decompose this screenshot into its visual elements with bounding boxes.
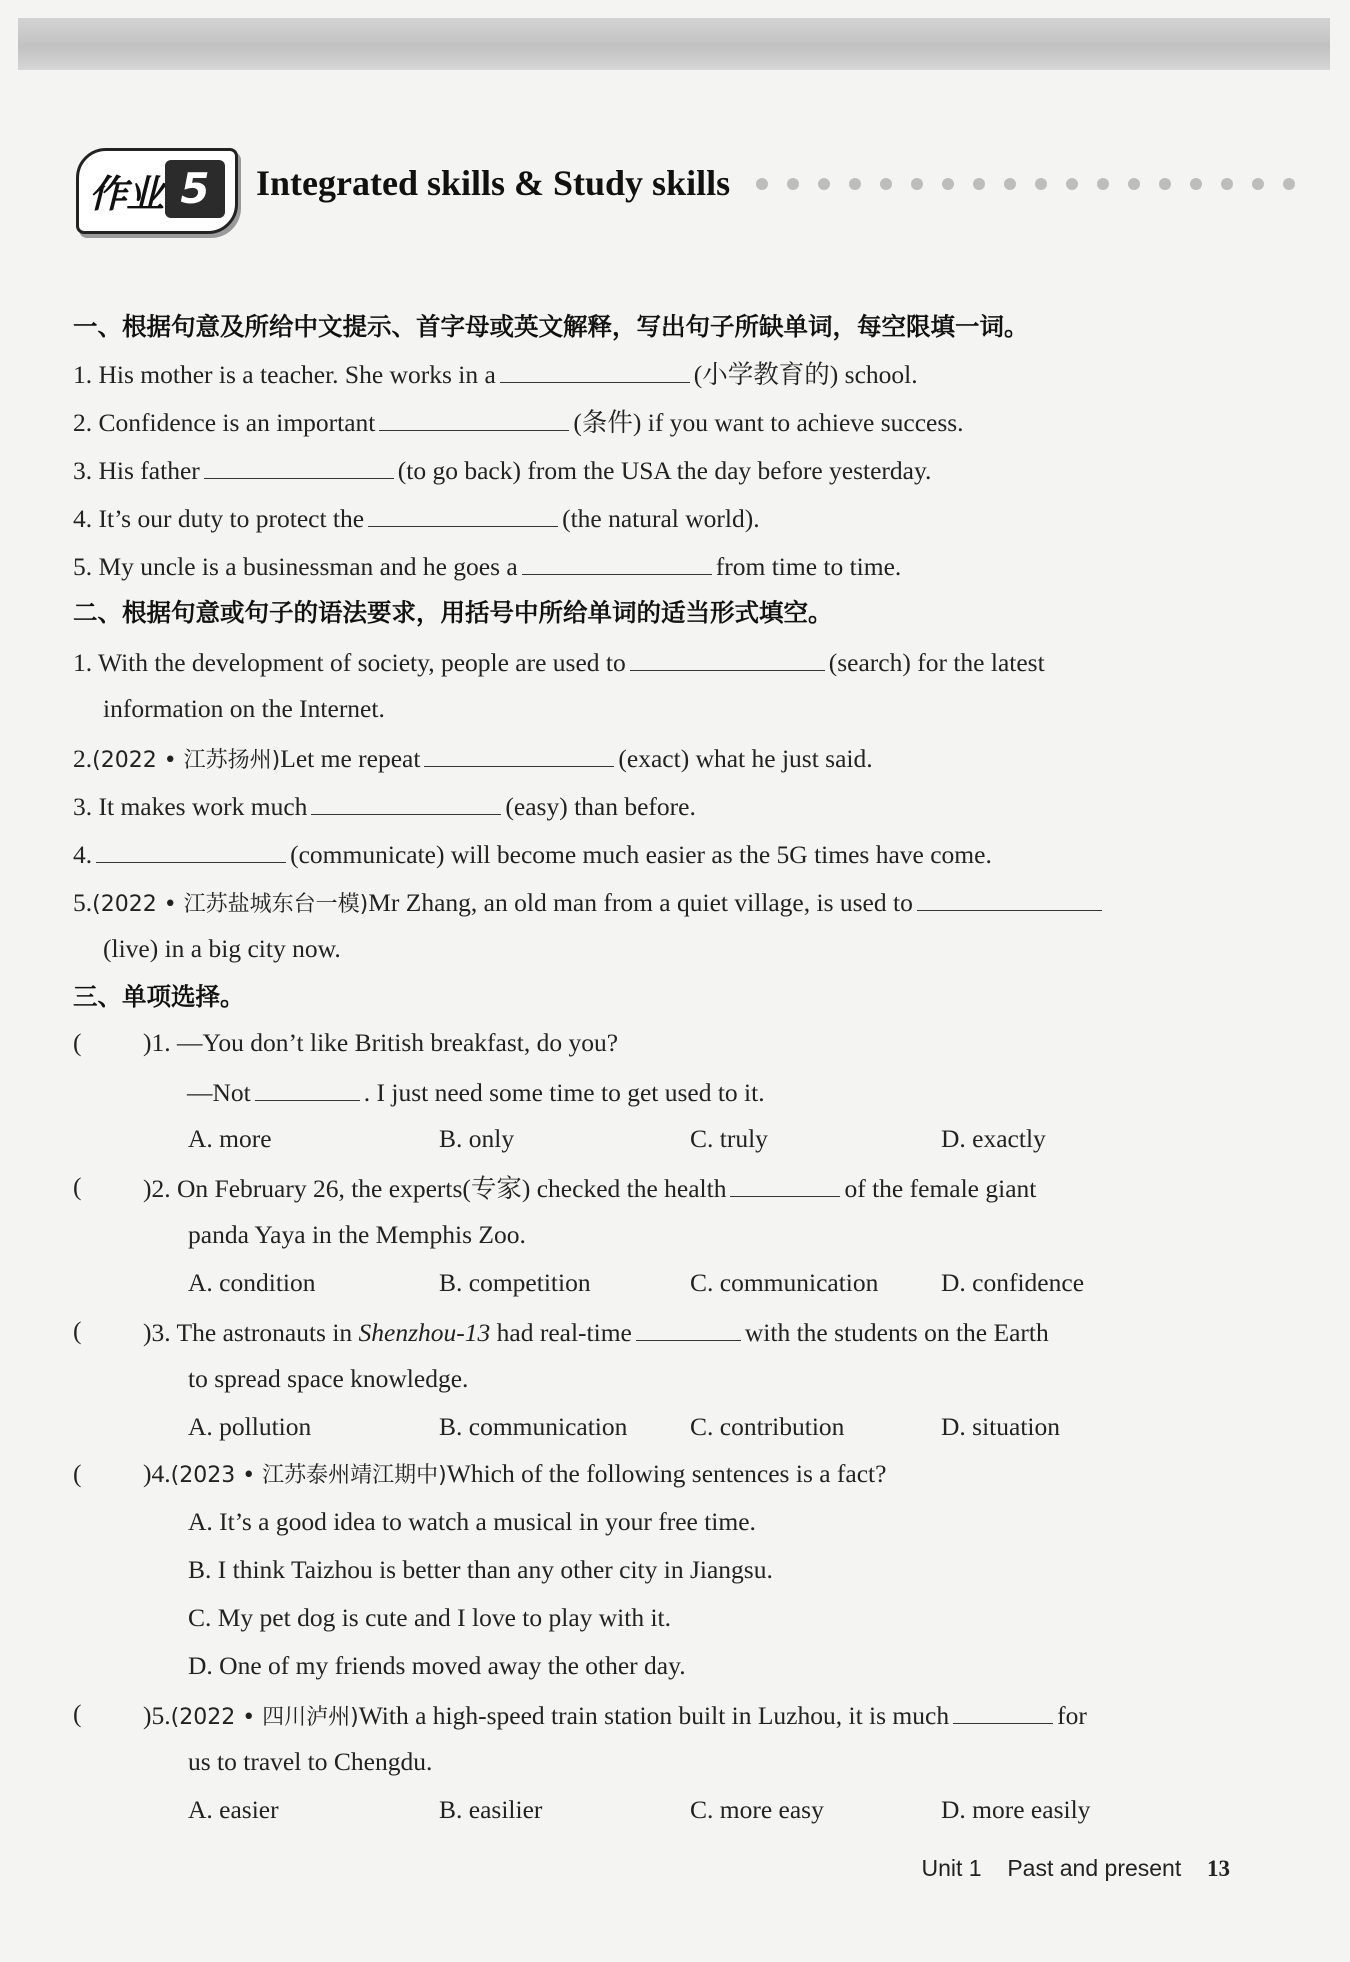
answer-blank[interactable] [424,740,614,767]
answer-blank[interactable] [917,884,1102,911]
q2-option-c[interactable]: C. communication [690,1268,879,1297]
answer-blank[interactable] [500,356,690,383]
footer-unit: Unit 1 [921,1855,982,1881]
source-tag: (2023 • 江苏泰州靖江期中) [170,1463,447,1488]
q1-option-a[interactable]: A. more [188,1124,272,1153]
q2-option-b[interactable]: B. competition [439,1268,591,1297]
answer-blank[interactable] [255,1074,360,1101]
s2-item-3: 3. It makes work much (easy) than before. [73,788,696,824]
footer-section: Past and present [1007,1855,1182,1881]
q3-option-d[interactable]: D. situation [941,1412,1060,1441]
q5-option-a[interactable]: A. easier [188,1795,279,1824]
q3-line2: to spread space knowledge. [188,1364,469,1393]
q1-option-d[interactable]: D. exactly [941,1124,1046,1153]
answer-blank[interactable] [522,548,712,575]
answer-blank[interactable] [636,1314,741,1341]
answer-blank[interactable] [379,404,569,431]
decorative-dots [756,178,1336,198]
section2-title: 二、根据句意或句子的语法要求，用括号中所给单词的适当形式填空。 [73,598,833,627]
q2-line1: )2. On February 26, the experts(专家) checked the health of the female giant [143,1170,1036,1206]
answer-paren[interactable]: ( [73,1459,82,1488]
q3-line1: )3. The astronauts in Shenzhou-13 had real-time with the students on the Earth [143,1314,1049,1350]
s1-item-4: 4. It’s our duty to protect the (the natural world). [73,500,760,536]
s1-item-2: 2. Confidence is an important (条件) if you want to achieve success. [73,404,964,440]
answer-blank[interactable] [96,836,286,863]
answer-blank[interactable] [204,452,394,479]
answer-paren[interactable]: ( [73,1699,82,1728]
answer-blank[interactable] [730,1170,840,1197]
top-scan-band [18,18,1330,70]
s2-item-5-cont: (live) in a big city now. [103,934,341,963]
s1-item-3: 3. His father (to go back) from the USA the day before yesterday. [73,452,931,488]
badge-number: 5 [165,160,225,218]
q3-option-b[interactable]: B. communication [439,1412,628,1441]
q1-line1: )1. —You don’t like British breakfast, do you? [143,1028,619,1057]
q2-option-a[interactable]: A. condition [188,1268,316,1297]
assignment-badge [76,148,238,234]
answer-paren[interactable]: ( [73,1316,82,1345]
answer-blank[interactable] [630,644,825,671]
s1-item-1: 1. His mother is a teacher. She works in a (小学教育的) school. [73,356,918,392]
source-tag: (2022 • 江苏扬州) [92,748,281,773]
s1-item-5: 5. My uncle is a businessman and he goes a from time to time. [73,548,901,584]
answer-paren[interactable]: ( [73,1172,82,1201]
source-tag: (2022 • 四川泸州) [170,1705,359,1730]
assignment-header [76,148,1336,230]
s2-item-1-cont: information on the Internet. [103,694,385,723]
q3-option-a[interactable]: A. pollution [188,1412,312,1441]
q4-option-d[interactable]: D. One of my friends moved away the other day. [188,1651,686,1680]
answer-blank[interactable] [953,1697,1053,1724]
q5-line1: )5.(2022 • 四川泸州)With a high-speed train station built in Luzhou, it is much for [143,1697,1087,1735]
q5-line2: us to travel to Chengdu. [188,1747,433,1776]
s2-item-1: 1. With the development of society, people are used to (search) for the latest [73,644,1045,680]
q1-option-c[interactable]: C. truly [690,1124,768,1153]
q4-option-a[interactable]: A. It’s a good idea to watch a musical in your free time. [188,1507,756,1536]
badge-label: 作业 [89,172,164,216]
q1-option-b[interactable]: B. only [439,1124,515,1153]
page-title: Integrated skills & Study skills [256,163,731,203]
s2-item-4: 4. (communicate) will become much easier as the 5G times have come. [73,836,992,872]
q5-option-d[interactable]: D. more easily [941,1795,1091,1824]
q1-line2: —Not . I just need some time to get used to it. [187,1074,765,1110]
s2-item-5: 5.(2022 • 江苏盐城东台一模)Mr Zhang, an old man from a quiet village, is used to [73,884,1106,922]
s2-item-2: 2.(2022 • 江苏扬州)Let me repeat (exact) what he just said. [73,740,873,778]
source-tag: (2022 • 江苏盐城东台一模) [92,892,369,917]
q4-option-c[interactable]: C. My pet dog is cute and I love to play with it. [188,1603,672,1632]
answer-paren[interactable]: ( [73,1028,82,1057]
section3-title: 三、单项选择。 [73,982,245,1011]
q4-option-b[interactable]: B. I think Taizhou is better than any other city in Jiangsu. [188,1555,773,1584]
q5-option-b[interactable]: B. easilier [439,1795,543,1824]
q4-line1: )4.(2023 • 江苏泰州靖江期中)Which of the following sentences is a fact? [143,1459,887,1488]
q3-option-c[interactable]: C. contribution [690,1412,845,1441]
answer-blank[interactable] [368,500,558,527]
page-number: 13 [1207,1856,1230,1881]
q2-line2: panda Yaya in the Memphis Zoo. [188,1220,526,1249]
page-footer [922,1855,1231,1882]
section1-title: 一、根据句意及所给中文提示、首字母或英文解释，写出句子所缺单词，每空限填一词。 [73,312,1029,341]
q5-option-c[interactable]: C. more easy [690,1795,824,1824]
q2-option-d[interactable]: D. confidence [941,1268,1085,1297]
answer-blank[interactable] [311,788,501,815]
